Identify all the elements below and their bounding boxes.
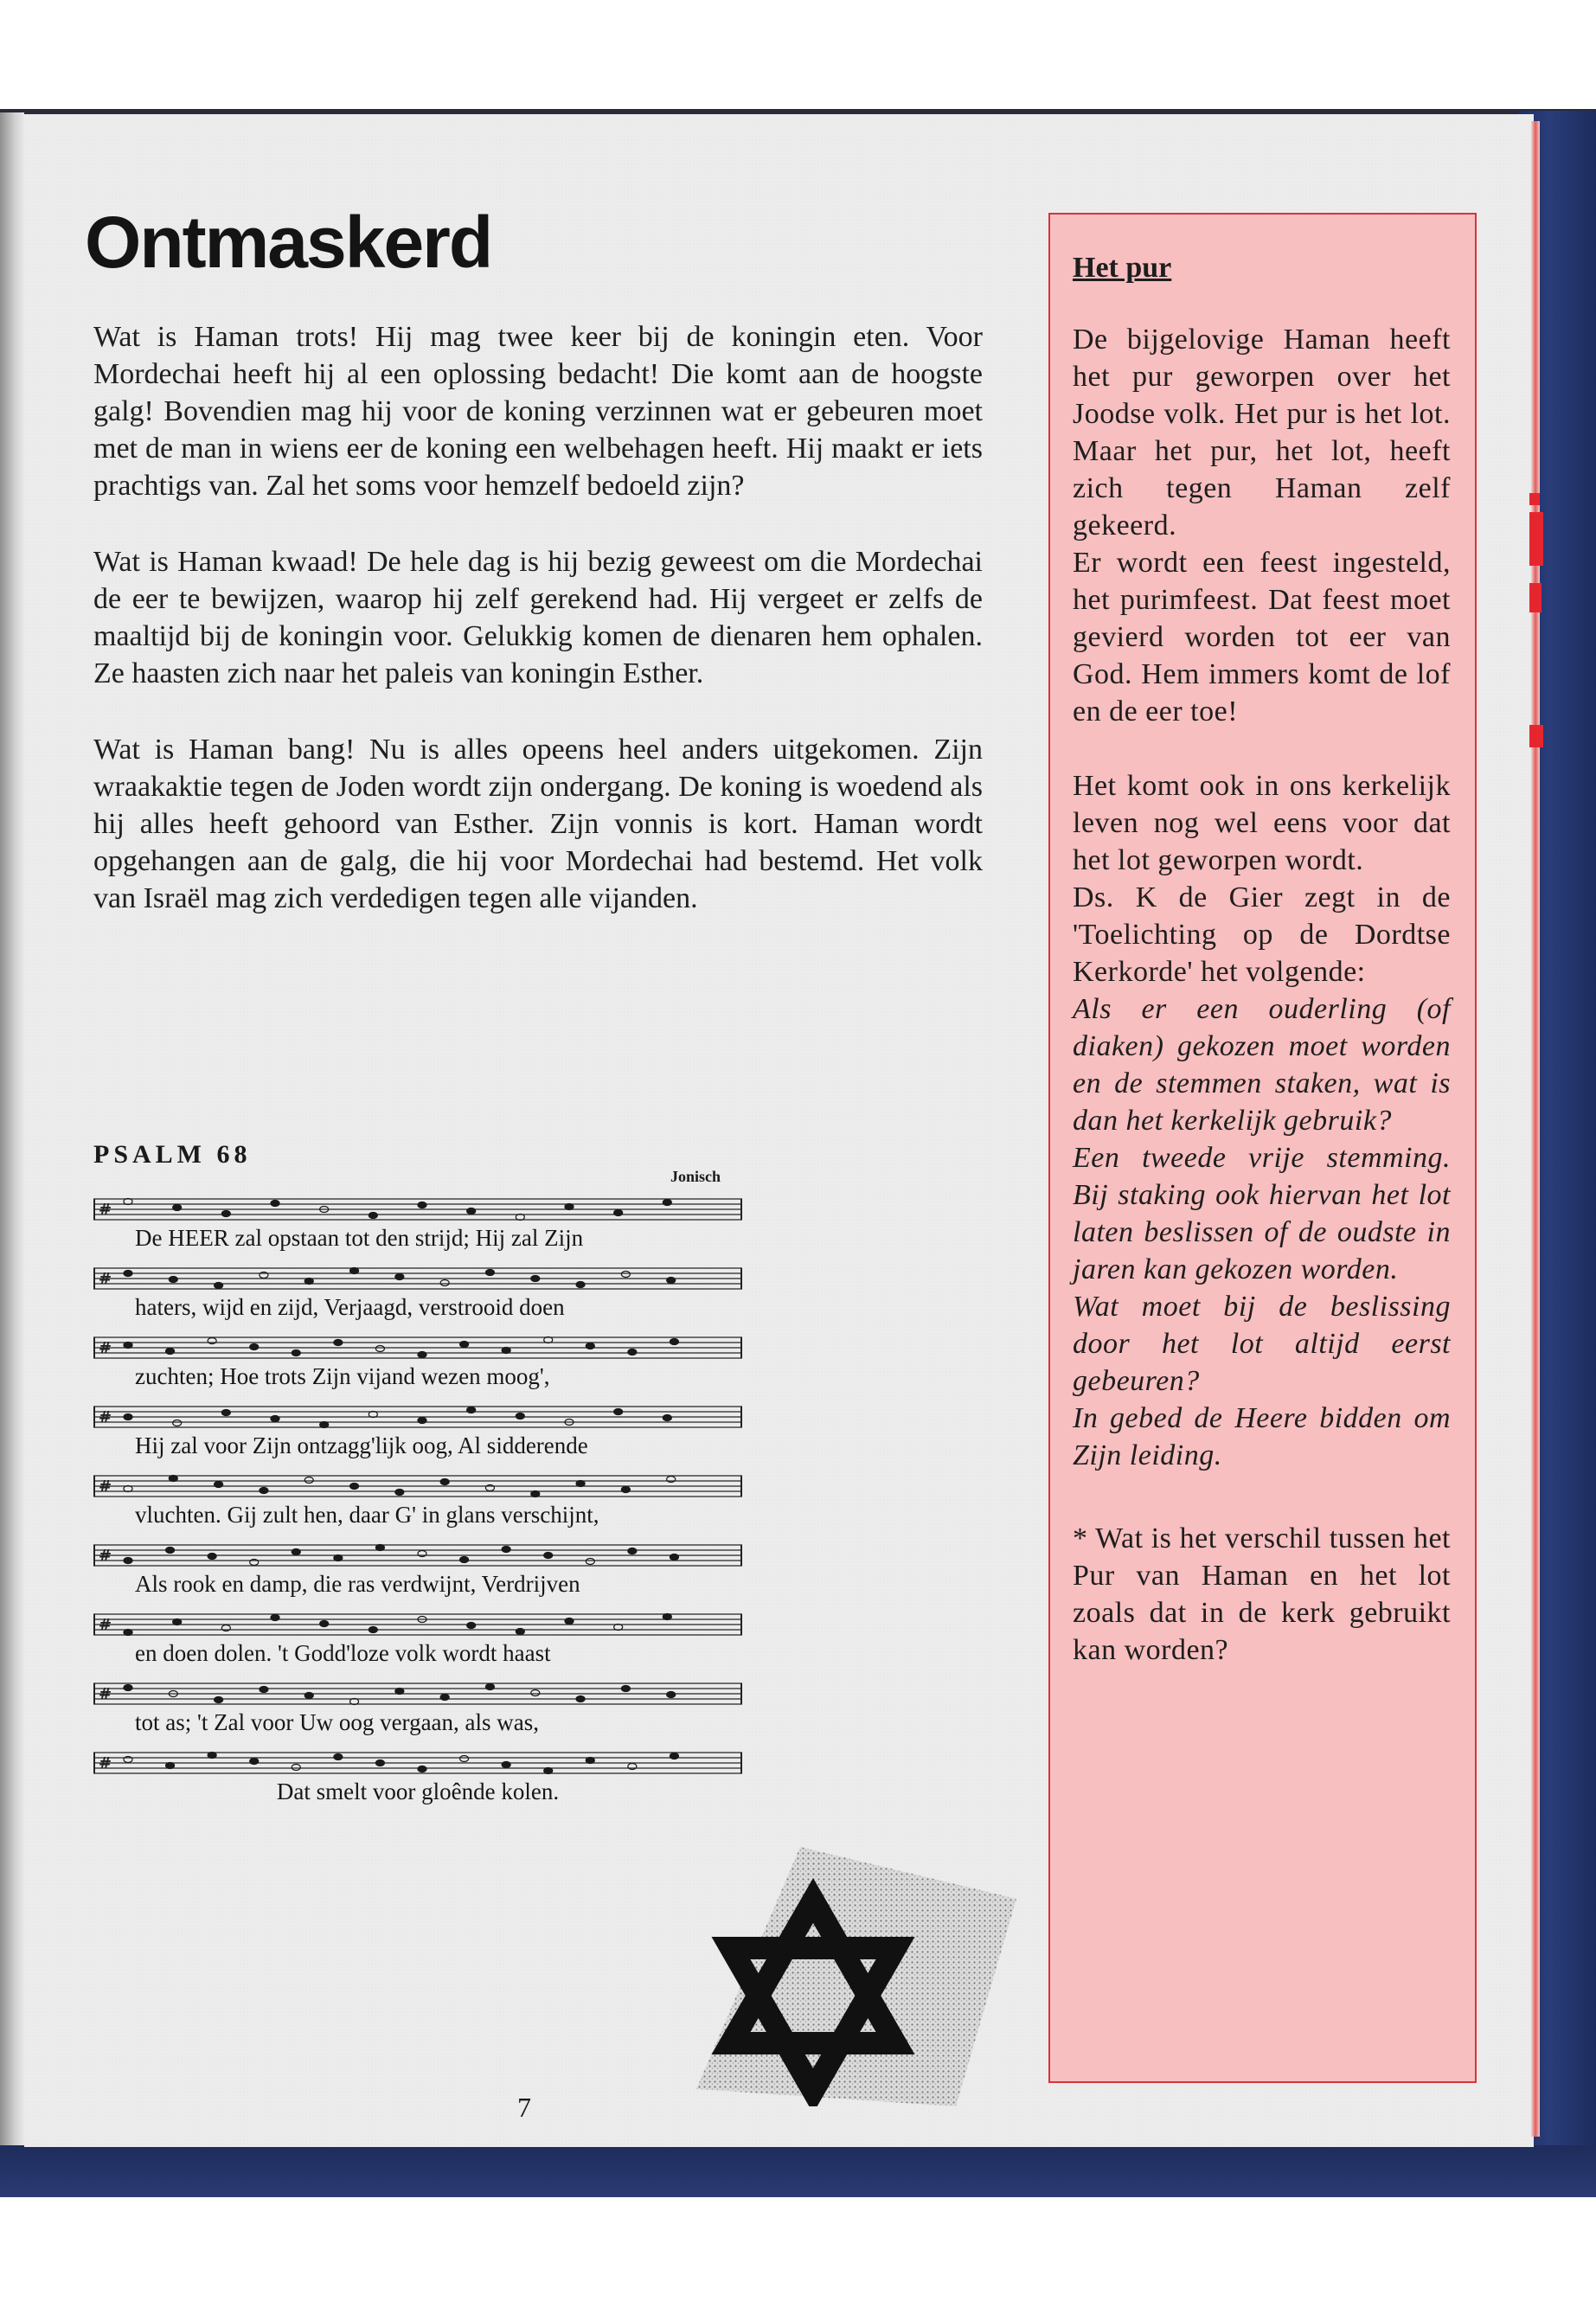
score-line	[93, 1747, 742, 1817]
note-head	[208, 1554, 216, 1560]
sidebar-quote: Wat moet bij de beslissing door het lot altijd eerst gebeuren?	[1073, 1291, 1451, 1397]
sidebar-heading: Het pur	[1073, 252, 1172, 284]
note-head	[467, 1407, 476, 1413]
note-head	[173, 1420, 182, 1426]
music-staff	[93, 1401, 742, 1433]
page-title: Ontmaskerd	[85, 202, 492, 283]
note-head	[375, 1545, 384, 1551]
note-head	[334, 1555, 343, 1561]
note-head	[395, 1689, 404, 1695]
music-staff	[93, 1263, 742, 1294]
lyric-line: Hij zal voor Zijn ontzagg'lijk oog, Al sidderende	[135, 1433, 588, 1458]
music-staff	[93, 1471, 742, 1502]
sidebar-question: * Wat is het verschil tussen het Pur van Haman en het lot zoals dat in de kerk gebruikt kan worden?	[1073, 1522, 1451, 1666]
note-head	[670, 1554, 678, 1561]
note-head	[124, 1271, 132, 1277]
note-head	[173, 1619, 182, 1625]
svg-text:#: #	[99, 1685, 112, 1703]
music-staff	[93, 1678, 742, 1709]
note-head	[173, 1205, 182, 1211]
note-head	[516, 1629, 524, 1635]
note-head	[614, 1210, 623, 1216]
lyric-line: Als rook en damp, die ras verdwijnt, Verdrijven	[135, 1571, 580, 1597]
note-head	[586, 1343, 594, 1349]
note-head	[460, 1756, 469, 1762]
note-head	[271, 1201, 279, 1207]
note-head	[565, 1618, 574, 1625]
note-head	[124, 1685, 132, 1691]
note-head	[221, 1410, 230, 1416]
note-head	[260, 1488, 268, 1494]
psalm-mode: Jonisch	[670, 1168, 721, 1185]
sidebar-paragraph: Er wordt een feest ingesteld, het purimfeest. Dat feest moet gevierd worden tot eer van God. Hem immers komt de lof en de eer toe!	[1073, 547, 1451, 727]
music-staff	[93, 1609, 742, 1640]
score-line	[93, 1194, 742, 1263]
note-head	[467, 1623, 476, 1629]
note-head	[124, 1630, 132, 1636]
note-head	[586, 1559, 594, 1565]
note-head	[350, 1484, 359, 1490]
music-score	[93, 1194, 742, 1817]
note-head	[375, 1760, 384, 1766]
sidebar-quote: Als er een ouderling (of diaken) gekozen moet worden en de stemmen staken, wat is dan het kerkelijk gebruik?	[1073, 993, 1451, 1137]
note-head	[531, 1491, 540, 1497]
note-head	[531, 1690, 540, 1696]
score-line	[93, 1609, 742, 1678]
lyric-line: tot as; 't Zal voor Uw oog vergaan, als was,	[135, 1709, 540, 1735]
svg-text:#: #	[99, 1339, 112, 1357]
note-head	[215, 1697, 223, 1703]
note-head	[271, 1416, 279, 1422]
note-head	[369, 1213, 377, 1219]
sidebar-paragraph: De bijgelovige Haman heeft het pur geworpen over het Joodse volk. Het pur is het lot. Maar het pur, het lot, heeft zich tegen Haman zelf gekeerd.	[1073, 324, 1451, 542]
music-staff	[93, 1747, 742, 1779]
note-head	[531, 1276, 540, 1282]
note-head	[467, 1208, 476, 1215]
note-head	[544, 1553, 553, 1559]
score-line	[93, 1401, 742, 1471]
note-head	[215, 1283, 223, 1289]
note-head	[375, 1346, 384, 1352]
book-binding-bottom	[0, 2145, 1596, 2197]
note-head	[395, 1490, 404, 1496]
note-head	[215, 1482, 223, 1488]
page-number: 7	[517, 2092, 531, 2123]
sidebar-quote: In gebed de Heere bidden om Zijn leiding.	[1073, 1402, 1451, 1471]
lyric-line: Dat smelt voor gloênde kolen.	[276, 1779, 560, 1804]
note-head	[304, 1693, 313, 1699]
note-head	[260, 1687, 268, 1693]
note-head	[169, 1476, 177, 1482]
note-head	[124, 1558, 132, 1564]
note-head	[320, 1621, 329, 1627]
note-head	[670, 1339, 678, 1345]
note-head	[395, 1274, 404, 1280]
psalm-title: PSALM 68	[93, 1140, 252, 1169]
sidebar-paragraph: Het komt ook in ons kerkelijk leven nog wel eens voor dat het lot geworpen wordt.	[1073, 770, 1451, 876]
music-staff	[93, 1332, 742, 1363]
note-head	[124, 1414, 132, 1420]
note-head	[614, 1409, 623, 1415]
score-line	[93, 1678, 742, 1747]
note-head	[334, 1754, 343, 1760]
lyric-line: vluchten. Gij zult hen, daar G' in glans verschijnt,	[135, 1502, 599, 1528]
note-head	[544, 1768, 553, 1774]
note-head	[576, 1696, 585, 1702]
note-head	[460, 1342, 469, 1348]
note-head	[166, 1349, 175, 1355]
note-head	[221, 1211, 230, 1217]
note-head	[292, 1765, 300, 1771]
note-head	[418, 1418, 426, 1424]
note-head	[350, 1268, 359, 1274]
note-head	[304, 1477, 313, 1484]
note-head	[667, 1692, 676, 1698]
note-head	[250, 1759, 259, 1765]
note-head	[166, 1548, 175, 1554]
score-line	[93, 1263, 742, 1332]
note-head	[271, 1615, 279, 1621]
paragraph-3: Wat is Haman bang! Nu is alles opeens heel anders uitgekomen. Zijn wraakaktie tegen de Joden wordt zijn ondergang. De koning is woedend als hij alles heeft gehoord van Esther. Zijn vonnis is kort. Haman wordt opgehangen aan de galg, die hij voor Mordechai had bestemd. Het volk van Israël mag zich verdedigen tegen alle vijanden.	[93, 734, 983, 914]
score-line	[93, 1471, 742, 1540]
svg-text:#: #	[99, 1201, 112, 1219]
note-head	[667, 1278, 676, 1284]
note-head	[166, 1763, 175, 1769]
note-head	[418, 1352, 426, 1358]
svg-text:#: #	[99, 1477, 112, 1496]
paragraph-1: Wat is Haman trots! Hij mag twee keer bij de koningin eten. Voor Mordechai heeft hij al een oplossing bedacht! Die komt aan de hoogste galg! Bovendien mag hij voor de koning verzinnen wat er gebeuren moet met de man in wiens eer de koning een welbehagen heeft. Hij maakt er iets prachtigs van. Zal het soms voor hemzelf bedoeld zijn?	[93, 321, 983, 502]
note-head	[670, 1753, 678, 1759]
note-head	[440, 1280, 449, 1286]
note-head	[369, 1627, 377, 1633]
svg-text:#: #	[99, 1616, 112, 1634]
edge-color-marks	[1529, 493, 1545, 765]
note-head	[621, 1686, 630, 1692]
note-head	[502, 1762, 510, 1768]
note-head	[485, 1270, 494, 1276]
note-head	[663, 1614, 671, 1620]
note-head	[124, 1343, 132, 1349]
note-head	[460, 1557, 469, 1563]
note-head	[418, 1766, 426, 1772]
note-head	[485, 1684, 494, 1690]
note-head	[418, 1202, 426, 1208]
sidebar-quote: Een tweede vrije stemming. Bij staking ook hiervan het lot laten beslissen of de oudste in jaren kan gekozen worden.	[1073, 1142, 1451, 1285]
scan-left-edge	[0, 112, 24, 2145]
note-head	[320, 1422, 329, 1428]
svg-text:#: #	[99, 1547, 112, 1565]
music-staff	[93, 1540, 742, 1571]
note-head	[250, 1344, 259, 1350]
page-edge	[1531, 121, 1540, 2137]
note-head	[502, 1348, 510, 1354]
svg-text:#: #	[99, 1754, 112, 1772]
note-head	[292, 1549, 300, 1555]
note-head	[516, 1413, 524, 1420]
sidebar-paragraph: Ds. K de Gier zegt in de 'Toelichting op de Dordtse Kerkorde' het volgende:	[1073, 881, 1451, 988]
note-head	[304, 1279, 313, 1285]
lyric-line: en doen dolen. 't Godd'loze volk wordt haast	[135, 1640, 551, 1666]
note-head	[586, 1758, 594, 1764]
note-head	[576, 1481, 585, 1487]
sidebar-box	[1048, 213, 1477, 2083]
star-of-david-image	[662, 1847, 1025, 2106]
note-head	[576, 1282, 585, 1288]
article-body	[93, 318, 983, 956]
note-head	[565, 1204, 574, 1210]
note-head	[334, 1340, 343, 1346]
note-head	[628, 1349, 637, 1356]
note-head	[502, 1547, 510, 1553]
lyric-line: zuchten; Hoe trots Zijn vijand wezen moog',	[135, 1363, 550, 1389]
note-head	[440, 1695, 449, 1701]
paragraph-2: Wat is Haman kwaad! De hele dag is hij bezig geweest om die Mordechai de eer te bewijzen, waarop hij zelf gerekend had. Hij vergeet er zelfs de maaltijd bij de koningin voor. Gelukkig komen de dienaren hem ophalen. Ze haasten zich naar het paleis van koningin Esther.	[93, 546, 983, 689]
music-staff	[93, 1194, 742, 1225]
svg-text:#: #	[99, 1408, 112, 1426]
svg-text:#: #	[99, 1270, 112, 1288]
note-head	[628, 1548, 637, 1554]
score-line	[93, 1332, 742, 1401]
note-head	[621, 1272, 630, 1278]
note-head	[169, 1277, 177, 1283]
score-line	[93, 1540, 742, 1609]
lyric-line: De HEER zal opstaan tot den strijd; Hij zal Zijn	[135, 1225, 584, 1251]
note-head	[663, 1415, 671, 1421]
lyric-line: haters, wijd en zijd, Verjaagd, verstrooid doen	[135, 1294, 565, 1320]
note-head	[440, 1479, 449, 1485]
note-head	[621, 1487, 630, 1493]
note-head	[663, 1200, 671, 1206]
note-head	[208, 1753, 216, 1759]
note-head	[292, 1350, 300, 1356]
